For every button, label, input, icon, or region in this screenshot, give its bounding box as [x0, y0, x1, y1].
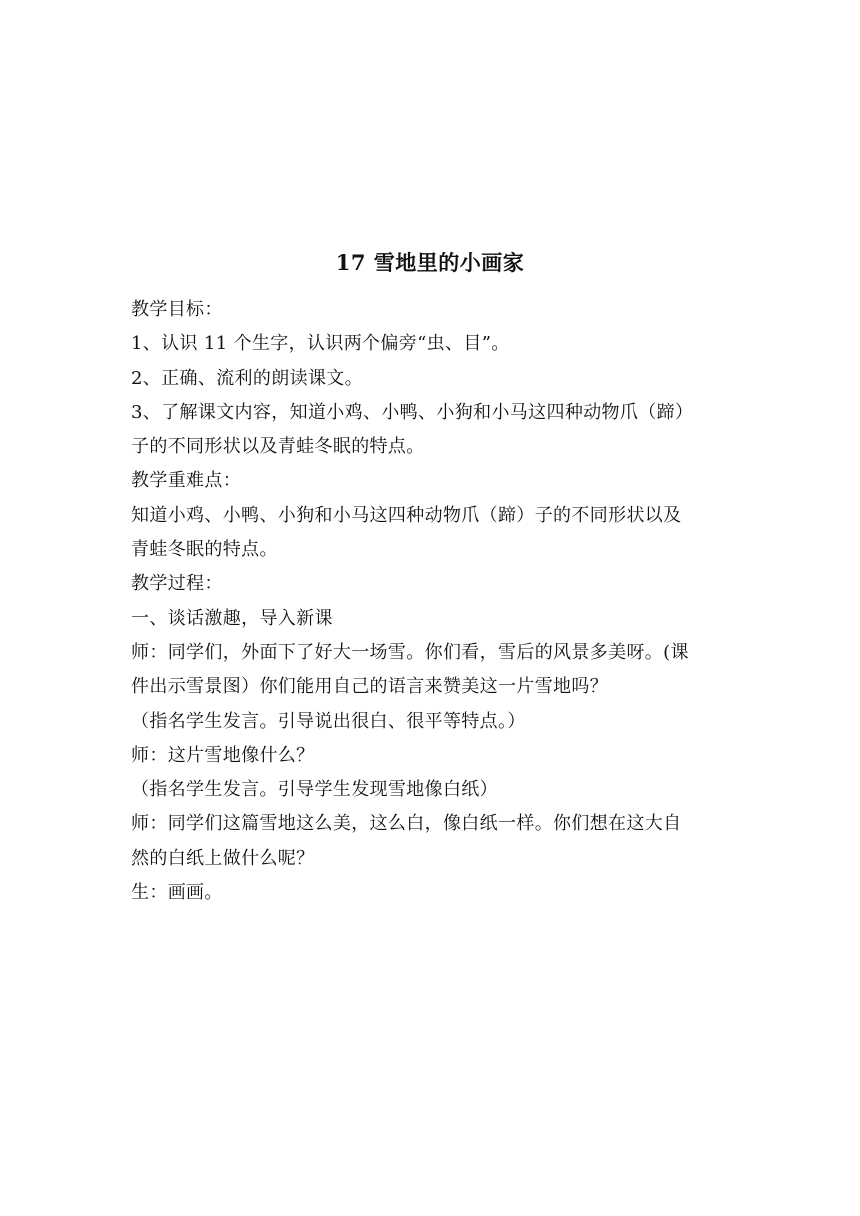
note-line-1: （指名学生发言。引导说出很白、很平等特点。）	[131, 710, 526, 732]
goal-item-3-line-2: 子的不同形状以及青蛙冬眠的特点。	[131, 436, 425, 458]
document-title: 17 雪地里的小画家	[335, 250, 525, 275]
goal-item-1: 1、认识 11 个生字，认识两个偏旁“虫、目”。	[131, 333, 510, 355]
teacher-line-3a: 师：同学们这篇雪地这么美，这么白，像白纸一样。你们想在这大自	[131, 813, 682, 835]
student-line-1: 生：画画。	[131, 882, 223, 904]
heading-teaching-process: 教学过程：	[131, 573, 223, 595]
teacher-line-1a: 师：同学们，外面下了好大一场雪。你们看，雪后的风景多美呀。(课	[131, 641, 689, 663]
document-body	[131, 293, 736, 910]
process-section-1-heading: 一、谈话激趣，导入新课	[131, 607, 333, 629]
goal-item-3-line-1: 3、了解课文内容，知道小鸡、小鸭、小狗和小马这四种动物爪（蹄）	[131, 401, 694, 423]
teacher-line-1b: 件出示雪景图）你们能用自己的语言来赞美这一片雪地吗？	[131, 676, 609, 698]
teacher-line-3b: 然的白纸上做什么呢？	[131, 847, 315, 869]
heading-teaching-goals: 教学目标：	[131, 299, 223, 320]
teacher-line-2: 师：这片雪地像什么？	[131, 744, 315, 766]
heading-key-difficulties: 教学重难点：	[131, 470, 242, 492]
key-difficulties-line-2: 青蛙冬眠的特点。	[131, 539, 278, 561]
note-line-2: （指名学生发言。引导学生发现雪地像白纸）	[131, 779, 498, 801]
key-difficulties-line-1: 知道小鸡、小鸭、小狗和小马这四种动物爪（蹄）子的不同形状以及	[131, 504, 682, 526]
goal-item-2: 2、正确、流利的朗读课文。	[131, 367, 364, 389]
